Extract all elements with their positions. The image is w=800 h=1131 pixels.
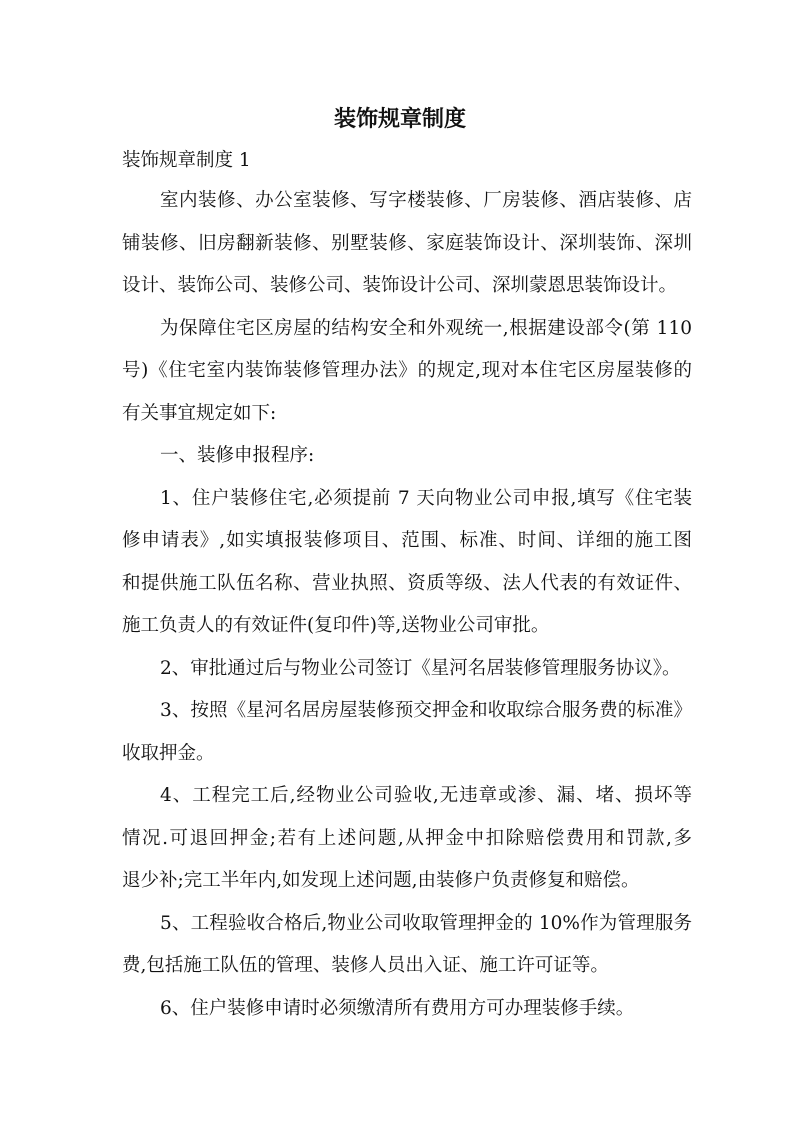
paragraph-2-line-1: 为保障住宅区房屋的结构安全和外观统一,根据建设部令(第 110 <box>160 318 692 339</box>
paragraph-2-line-2: 号)《住宅室内装饰装修管理办法》的规定,现对本住宅区房屋装修的 <box>122 360 692 381</box>
document-title: 装饰规章制度 <box>333 106 466 132</box>
paragraph-1-line-3: 设计、装饰公司、装修公司、装饰设计公司、深圳蒙恩思装饰设计。 <box>122 275 678 296</box>
item-4-line-3: 退少补;完工半年内,如发现上述问题,由装修户负责修复和赔偿。 <box>122 870 640 891</box>
section-heading-1: 一、装修申报程序: <box>160 445 315 466</box>
item-6-line-1: 6、住户装修申请时必须缴清所有费用方可办理装修手续。 <box>160 998 635 1019</box>
item-4-line-1: 4、工程完工后,经物业公司验收,无违章或渗、漏、堵、损坏等 <box>160 785 692 806</box>
item-1-line-3: 和提供施工队伍名称、营业执照、资质等级、法人代表的有效证件、 <box>122 573 692 594</box>
paragraph-2-line-3: 有关事宜规定如下: <box>122 403 277 424</box>
paragraph-1-line-2: 铺装修、旧房翻新装修、别墅装修、家庭装饰设计、深圳装饰、深圳 <box>122 233 692 254</box>
item-1-line-4: 施工负责人的有效证件(复印件)等,送物业公司审批。 <box>122 615 550 636</box>
item-5-line-1: 5、工程验收合格后,物业公司收取管理押金的 10%作为管理服务 <box>160 913 692 934</box>
item-1-line-1: 1、住户装修住宅,必须提前 7 天向物业公司申报,填写《住宅装 <box>160 488 692 509</box>
item-5-line-2: 费,包括施工队伍的管理、装修人员出入证、施工许可证等。 <box>122 955 609 976</box>
item-1-line-2: 修申请表》,如实填报装修项目、范围、标准、时间、详细的施工图 <box>122 530 692 551</box>
document-subtitle: 装饰规章制度 1 <box>122 150 251 171</box>
item-2-line-1: 2、审批通过后与物业公司签订《星河名居装修管理服务协议》。 <box>160 658 681 679</box>
item-4-line-2: 情况.可退回押金;若有上述问题,从押金中扣除赔偿费用和罚款,多 <box>122 828 692 849</box>
paragraph-1-line-1: 室内装修、办公室装修、写字楼装修、厂房装修、酒店装修、店 <box>160 190 692 211</box>
item-3-line-2: 收取押金。 <box>122 743 215 764</box>
item-3-line-1: 3、按照《星河名居房屋装修预交押金和收取综合服务费的标准》 <box>160 700 692 721</box>
